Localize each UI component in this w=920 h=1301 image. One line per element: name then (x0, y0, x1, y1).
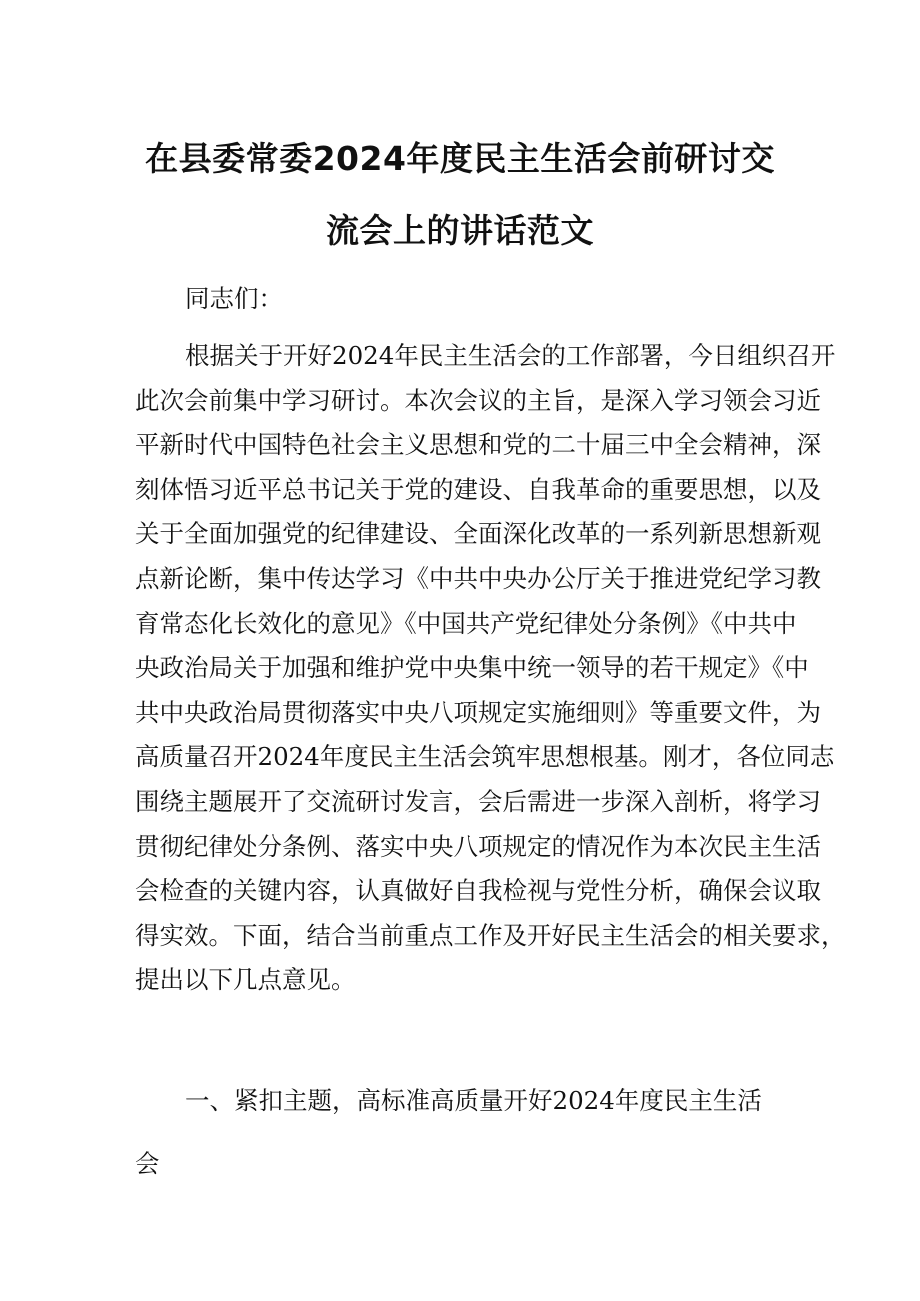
paragraph-line: 会检查的关键内容，认真做好自我检视与党性分析，确保会议取 (135, 876, 821, 906)
paragraph-line: 平新时代中国特色社会主义思想和党的二十届三中全会精神，深 (135, 430, 821, 460)
section-heading-line-2: 会 (135, 1149, 160, 1178)
salutation: 同志们： (185, 284, 283, 313)
body-paragraph (135, 341, 846, 1010)
paragraph-line: 此次会前集中学习研讨。本次会议的主旨，是深入学习领会习近 (135, 385, 821, 415)
paragraph-line: 共中央政治局贯彻落实中央八项规定实施细则》等重要文件，为 (135, 697, 821, 727)
paragraph-line: 点新论断，集中传达学习《中共中央办公厅关于推进党纪学习教 (135, 563, 821, 593)
paragraph-line: 央政治局关于加强和维护党中央集中统一领导的若干规定》《中 (135, 653, 809, 683)
paragraph-line: 关于全面加强党的纪律建设、全面深化改革的一系列新思想新观 (135, 519, 821, 549)
paragraph-line: 得实效。下面，结合当前重点工作及开好民主生活会的相关要求， (135, 920, 846, 950)
paragraph-line: 高质量召开2024年度民主生活会筑牢思想根基。刚才，各位同志 (135, 742, 835, 772)
paragraph-line: 育常态化长效化的意见》《中国共产党纪律处分条例》《中共中 (135, 608, 797, 638)
document-title-line-1: 在县委常委2024年度民主生活会前研讨交 (145, 139, 775, 178)
section-heading-line-1: 一、紧扣主题，高标准高质量开好2024年度民主生活 (185, 1086, 762, 1115)
paragraph-line: 围绕主题展开了交流研讨发言，会后需进一步深入剖析，将学习 (135, 786, 821, 816)
document-title-line-2: 流会上的讲话范文 (326, 211, 594, 250)
paragraph-line: 贯彻纪律处分条例、落实中央八项规定的情况作为本次民主生活 (135, 831, 821, 861)
paragraph-line: 根据关于开好2024年民主生活会的工作部署，今日组织召开 (185, 341, 836, 370)
paragraph-line: 刻体悟习近平总书记关于党的建设、自我革命的重要思想，以及 (135, 474, 821, 504)
paragraph-line: 提出以下几点意见。 (135, 965, 356, 995)
